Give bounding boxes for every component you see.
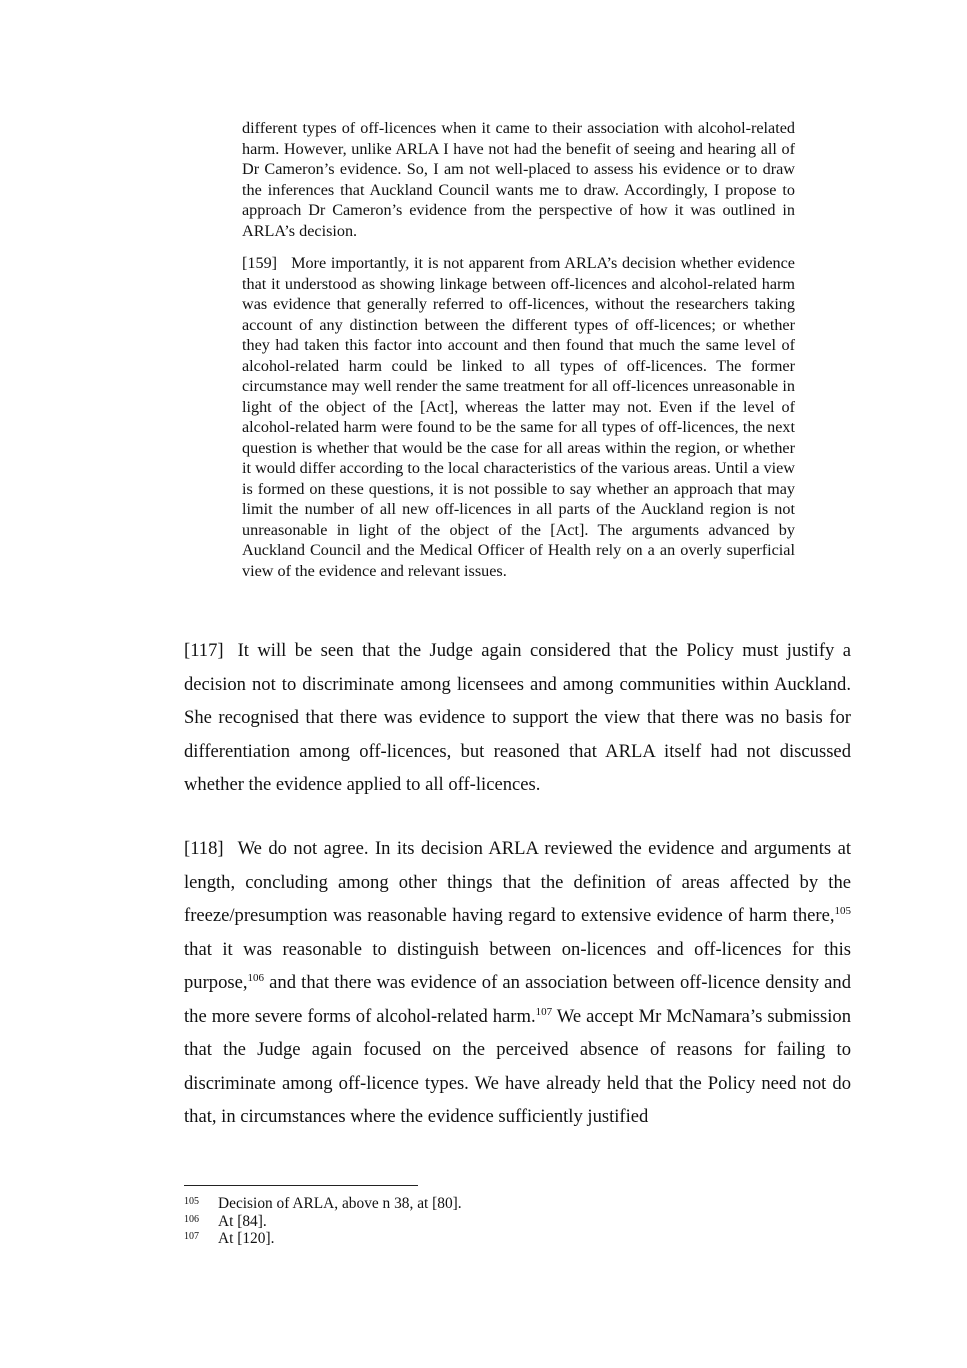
footnote-text: At [120]. bbox=[218, 1230, 275, 1247]
paragraph-number: [159] bbox=[242, 254, 278, 272]
footnote-105 bbox=[184, 1195, 851, 1213]
footnotes bbox=[184, 1195, 851, 1248]
paragraph-text: More importantly, it is not apparent from ARLA’s decision whether evidence that it understood as showing linkage between off-licences and alcohol-related harm was evidence that generally referred to off-licences, without the researchers taking account of any distinction between the different types of off-licences; or whether they had taken this factor into account and then found that much the same level of alcohol-related harm could be linked to all types of off-licences. The former circumstance may well render the same treatment for all off-licences unreasonable in light of the object of the [Act], whereas the latter may not. Even if the level of alcohol-related harm were found to be the same for all types of off-licences, the next question is whether that would be the case for all areas within the region, or whether it would differ according to the local characteristics of the various areas. Until a view is formed on these questions, it is not possible to say whether an approach that may limit the number of all new off-licences in all parts of the Auckland region is not unreasonable in light of the object of the [Act]. The arguments advanced by Auckland Council and the Medical Officer of Health rely on a an overly superficial view of the evidence and relevant issues. bbox=[242, 254, 795, 580]
footnote-ref-107[interactable]: 107 bbox=[535, 1005, 553, 1018]
footnote-separator bbox=[184, 1185, 418, 1186]
footnote-107 bbox=[184, 1230, 851, 1248]
paragraph-number: [118] bbox=[184, 838, 224, 859]
footnote-106 bbox=[184, 1213, 851, 1231]
paragraph-text-b: that it was reasonable to distinguish between on-licences and off-licences for this purpose, bbox=[184, 938, 851, 993]
footnote-text: At [84]. bbox=[218, 1212, 267, 1230]
paragraph-text: It will be seen that the Judge again considered that the Policy must justify a decision not to discriminate among licensees and among communities within Auckland. She recognised that there was evidence to support the view that there was no basis for differentiation among off-licences, but reasoned that ARLA itself had not discussed whether the evidence applied to all off-licences. bbox=[184, 640, 851, 795]
footnote-number: 106 bbox=[184, 1213, 199, 1225]
paragraph-118 bbox=[184, 832, 851, 1134]
block-quote bbox=[242, 118, 795, 593]
paragraph-text-a: We do not agree. In its decision ARLA reviewed the evidence and arguments at length, concluding among other things that the definition of areas affected by the freeze/presumption was reasonable having regard to extensive evidence of harm there, bbox=[184, 838, 851, 926]
paragraph-text-c: and that there was evidence of an association between off-licence density and the more severe forms of alcohol-related harm. bbox=[184, 972, 851, 1027]
quote-paragraph-159 bbox=[242, 253, 795, 581]
quote-paragraph-continued: different types of off-licences when it came to their association with alcohol-related harm. However, unlike ARLA I have not had the benefit of seeing and hearing all of Dr Cameron’s evidence. So, I am not well-placed to assess his evidence or to draw the inferences that Auckland Council wants me to draw. Accordingly, I propose to approach Dr Cameron’s evidence from the perspective of how it was outlined in ARLA’s decision. bbox=[242, 119, 795, 240]
footnote-text: Decision of ARLA, above n 38, at [80]. bbox=[218, 1195, 462, 1212]
footnote-ref-105[interactable]: 105 bbox=[834, 904, 851, 917]
paragraph-number: [117] bbox=[184, 640, 224, 661]
paragraph-text-d: We accept Mr McNamara’s submission that the Judge again focused on the perceived absence of reasons for failing to discriminate among off-licence types. We have already held that the Policy need not do that, in circumstances where the evidence sufficiently justified bbox=[184, 1005, 852, 1127]
footnote-number: 105 bbox=[184, 1196, 199, 1207]
footnote-number: 107 bbox=[184, 1231, 199, 1242]
paragraph-117 bbox=[184, 634, 851, 802]
footnote-ref-106[interactable]: 106 bbox=[247, 971, 265, 984]
